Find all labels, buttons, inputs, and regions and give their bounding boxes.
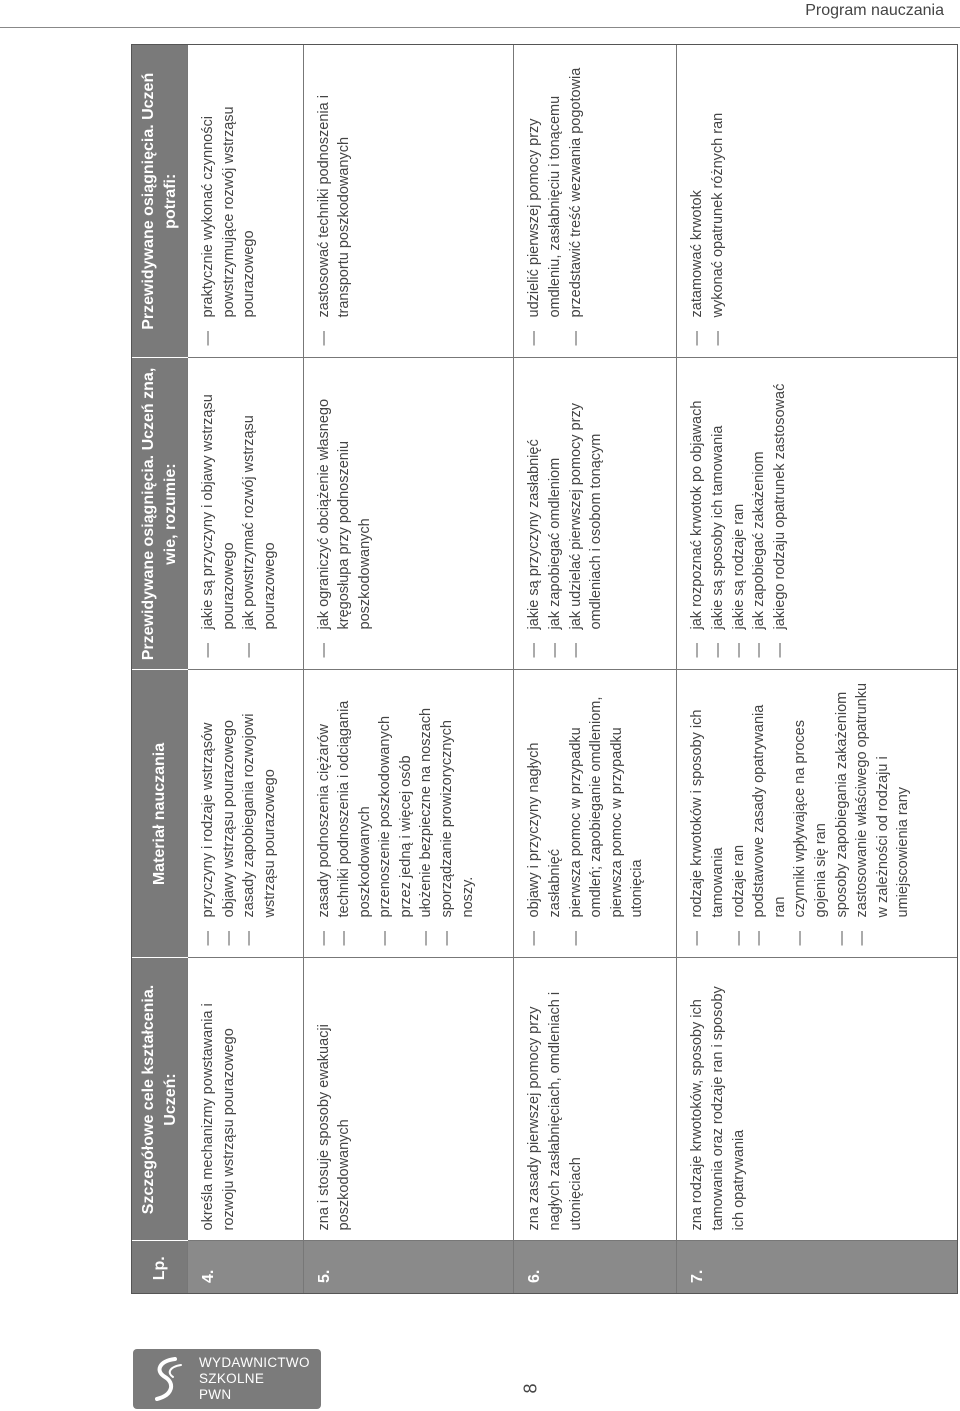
list-item: — objawy i przyczyny nagłych zasłabnięć (524, 681, 565, 948)
header-goals: Szczegółowe cele kształcenia. Uczeń: (132, 958, 188, 1241)
material-list (314, 681, 479, 948)
cell-can (188, 45, 303, 358)
list-item: — przenoszenie poszkodowanych przez jedną i więcej osób (375, 681, 416, 948)
list-item: — pierwsza pomoc w przypadku omdleń; zapobieganie omdleniom, pierwsza pomoc w przypadku utonięcia (566, 681, 648, 948)
page-header (0, 0, 960, 30)
cell-can (514, 45, 677, 358)
cell-goals: zna i stosuje sposoby ewakuacji poszkodowanych (303, 958, 514, 1241)
publisher-logo (133, 1349, 321, 1409)
list-item: — techniki podnoszenia i odciągania poszkodowanych (334, 681, 375, 948)
list-item: — jak udzielać pierwszej pomocy przy omdleniach i osobom tonącym (566, 369, 607, 660)
list-item: — praktycznie wykonać czynności powstrzymujące rozwój wstrząsu pourazowego (198, 55, 260, 348)
list-item: — przyczyny i rodzaje wstrząsów (198, 681, 219, 948)
cell-goals: zna rodzaje krwotoków, sposoby ich tamowania oraz rodzaje ran i sposoby ich opatrywania (677, 958, 958, 1241)
list-item: — zastosować techniki podnoszenia i transportu poszkodowanych (314, 55, 355, 348)
table-row (677, 45, 958, 1294)
list-item: — czynniki wpływające na proces gojenia się ran (790, 681, 831, 948)
list-item: — jakie są przyczyny i objawy wstrząsu pourazowego (198, 369, 239, 660)
publisher-line: WYDAWNICTWO (199, 1355, 310, 1370)
knows-list (524, 369, 606, 660)
pwn-logo-icon (141, 1353, 193, 1405)
knows-list (314, 369, 376, 660)
rotated-table-container (132, 45, 958, 1294)
list-item: — jak zapobiegać zakażeniom (749, 369, 770, 660)
list-item: — podstawowe zasady opatrywania ran (749, 681, 790, 948)
can-list (524, 55, 586, 348)
can-list (314, 55, 355, 348)
cell-material (677, 670, 958, 958)
list-item: — sposoby zapobiegania zakażeniom (832, 681, 853, 948)
list-item: — rodzaje ran (729, 681, 750, 948)
cell-knows (188, 358, 303, 670)
cell-knows (514, 358, 677, 670)
table-header-row (132, 45, 188, 1294)
table-row (303, 45, 514, 1294)
publisher-name (199, 1355, 310, 1404)
publisher-line: SZKOLNE (199, 1371, 265, 1387)
can-list (687, 55, 728, 348)
row-number: 5. (303, 1241, 514, 1294)
cell-material (514, 670, 677, 958)
list-item: — zasady podnoszenia ciężarów (314, 681, 335, 948)
header-title: Program nauczania (805, 2, 944, 19)
list-item: — zasady zapobiegania rozwojowi wstrząsu pourazowego (239, 681, 280, 948)
list-item: — wykonać opatrunek różnych ran (708, 55, 729, 348)
table-body (188, 45, 958, 1294)
row-number: 4. (188, 1241, 303, 1294)
list-item: — jakie są rodzaje ran (729, 369, 750, 660)
list-item: — objawy wstrząsu pourazowego (219, 681, 240, 948)
cell-can (303, 45, 514, 358)
knows-list (687, 369, 790, 660)
knows-list (198, 369, 280, 660)
cell-can (677, 45, 958, 358)
cell-knows (677, 358, 958, 670)
list-item: — jakie są sposoby ich tamowania (708, 369, 729, 660)
list-item: — jakie są przyczyny zasłabnięć (524, 369, 545, 660)
list-item: — ułożenie bezpieczne na noszach (416, 681, 437, 948)
list-item: — zatamować krwotok (687, 55, 708, 348)
list-item: — sporządzanie prowizorycznych noszy. (437, 681, 478, 948)
cell-material (188, 670, 303, 958)
list-item: — jak zapobiegać omdleniom (545, 369, 566, 660)
row-number: 7. (677, 1241, 958, 1294)
material-list (198, 681, 280, 948)
header-knows: Przewidywane osiągnięcia. Uczeń zna, wie, rozumie: (132, 358, 188, 670)
row-number: 6. (514, 1241, 677, 1294)
table-row (188, 45, 303, 1294)
material-list (687, 681, 913, 948)
list-item: — przedstawić treść wezwania pogotowia (566, 55, 587, 348)
list-item: — udzielić pierwszej pomocy przy omdleniu, zasłabnięciu i tonącemu (524, 55, 565, 348)
table-row (514, 45, 677, 1294)
cell-goals: zna zasady pierwszej pomocy przy nagłych zasłabnięciach, omdleniach i utonięciach (514, 958, 677, 1241)
list-item: — rodzaje krwotoków i sposoby ich tamowania (687, 681, 728, 948)
header-material: Materiał nauczania (132, 670, 188, 958)
page-number: 8 (520, 1383, 541, 1394)
publisher-line: PWN (199, 1387, 232, 1403)
list-item: — jak rozpoznać krwotok po objawach (687, 369, 708, 660)
list-item: — jakiego rodzaju opatrunek zastosować (770, 369, 791, 660)
list-item: — jak powstrzymać rozwój wstrząsu pourazowego (239, 369, 280, 660)
cell-goals: określa mechanizmy powstawania i rozwoju wstrząsu pourazowego (188, 958, 303, 1241)
header-lp: Lp. (132, 1241, 188, 1294)
can-list (198, 55, 260, 348)
curriculum-table-frame (131, 44, 958, 1294)
list-item: — zastosowanie właściwego opatrunku w zależności od rodzaju i umiejscowienia rany (852, 681, 914, 948)
list-item: — jak ograniczyć obciążenie własnego kręgosłupa przy podnoszeniu poszkodowanych (314, 369, 376, 660)
curriculum-table (132, 45, 958, 1294)
header-can: Przewidywane osiągnięcia. Uczeń potrafi: (132, 45, 188, 358)
cell-material (303, 670, 514, 958)
material-list (524, 681, 647, 948)
header-rule (0, 27, 960, 28)
cell-knows (303, 358, 514, 670)
